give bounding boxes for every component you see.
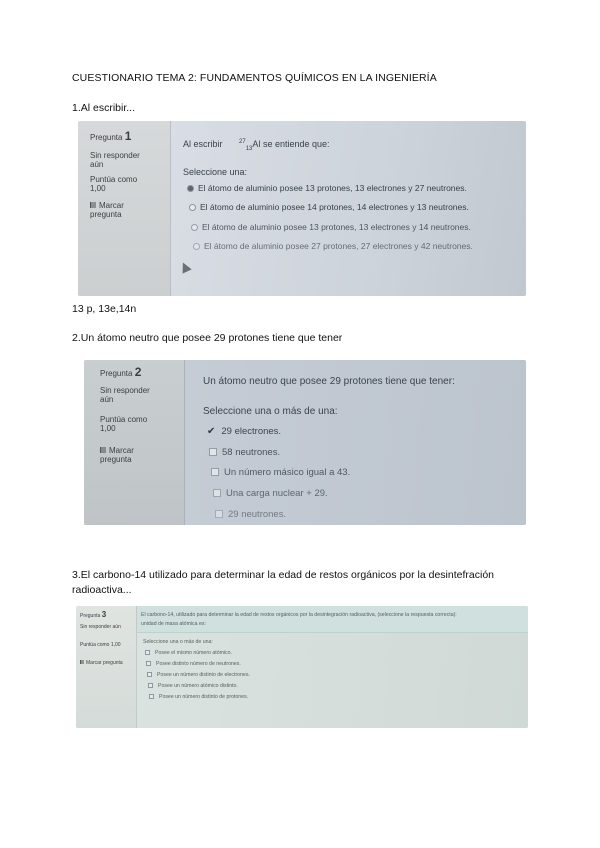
option-3b[interactable]: Posee distinto número de neutrones. — [146, 661, 241, 667]
option-2b[interactable]: 58 neutrones. — [209, 447, 280, 458]
option-1b[interactable]: El átomo de aluminio posee 14 protones, 14 electrones y 13 neutrones. — [189, 202, 469, 212]
option-3c[interactable]: Posee un número distinto de electrones. — [147, 672, 250, 678]
section-1-heading: 1.Al escribir... — [72, 102, 136, 114]
screenshot-question-1 — [78, 121, 526, 296]
question-2-label: Pregunta 2 — [100, 365, 142, 379]
checkbox-icon — [148, 683, 153, 688]
checkbox-icon — [213, 489, 221, 497]
option-1c[interactable]: El átomo de aluminio posee 13 protones, 13 electrones y 14 neutrones. — [191, 222, 471, 232]
option-1d[interactable]: El átomo de aluminio posee 27 protones, 27 electrones y 42 neutrones. — [193, 241, 473, 251]
question-3-flag[interactable]: Marcar pregunta — [80, 660, 124, 666]
question-1-score: Puntúa como 1,00 — [90, 175, 138, 193]
document-title: CUESTIONARIO TEMA 2: FUNDAMENTOS QUÍMICOS EN LA INGENIERÍA — [72, 72, 437, 84]
flag-icon — [80, 660, 84, 664]
question-3-info-panel — [76, 606, 136, 728]
option-3a[interactable]: Posee el mismo número atómico. — [145, 650, 232, 656]
checkbox-icon — [146, 661, 151, 666]
question-3-score: Puntúa como 1,00 — [80, 642, 121, 648]
checkmark-icon: ✔ — [207, 426, 216, 437]
question-2-flag[interactable]: Marcar pregunta — [100, 446, 134, 464]
option-2a[interactable]: ✔ 29 electrones. — [207, 426, 282, 437]
question-3-text-line-2: unidad de masa atómica es: — [141, 621, 206, 627]
question-1-content — [170, 121, 526, 296]
checkbox-icon — [147, 672, 152, 677]
radio-icon — [191, 224, 198, 231]
radio-icon — [193, 243, 200, 250]
option-2c[interactable]: Un número másico igual a 43. — [211, 467, 350, 478]
question-2-status: Sin responder aún — [100, 386, 150, 404]
radio-selected-icon — [187, 185, 194, 192]
section-3-heading: 3.El carbono-14 utilizado para determinar la edad de restos orgánicos por la desintefración radioactiva... — [72, 569, 494, 596]
checkbox-icon — [145, 650, 150, 655]
checkbox-icon — [149, 694, 154, 699]
option-1a[interactable]: El átomo de aluminio posee 13 protones, 13 electrones y 27 neutrones. — [187, 183, 467, 193]
flag-icon — [90, 202, 96, 208]
question-2-content — [184, 360, 526, 525]
screenshot-question-2 — [84, 360, 526, 525]
question-1-text: Al escribir $^{27}_{13}$Al se entiende que: — [183, 139, 330, 152]
question-3-prompt: Seleccione una o más de una: — [143, 639, 213, 645]
question-2-info-panel — [84, 360, 184, 525]
radio-icon — [189, 204, 196, 211]
question-3-text-line-1: El carbono-14, utilizado para determinar la edad de restos orgánicos por la desintegración radioactiva, (seleccione la respuesta correcta): — [141, 612, 457, 618]
question-3-status: Sin responder aún — [80, 624, 121, 630]
question-1-status: Sin responder aún — [90, 151, 140, 169]
checkbox-icon — [209, 448, 217, 456]
question-1-label: Pregunta 1 — [90, 129, 132, 143]
checkbox-icon — [215, 510, 223, 518]
checkbox-icon — [211, 468, 219, 476]
question-1-prompt: Seleccione una: — [183, 167, 248, 177]
option-2d[interactable]: Una carga nuclear + 29. — [213, 488, 328, 499]
section-1-answer: 13 p, 13e,14n — [72, 303, 137, 315]
option-3e[interactable]: Posee un número distinto de protones. — [149, 694, 248, 700]
question-2-prompt: Seleccione una o más de una: — [203, 406, 338, 417]
question-3-content — [136, 606, 528, 728]
question-3-label: Pregunta 3 — [80, 610, 107, 619]
option-2e[interactable]: 29 neutrones. — [215, 509, 286, 520]
screenshot-question-3 — [76, 606, 528, 728]
section-2-heading: 2.Un átomo neutro que posee 29 protones tiene que tener — [72, 332, 343, 344]
flag-icon — [100, 447, 106, 453]
question-3-text-box — [137, 606, 528, 633]
option-3d[interactable]: Posee un número atómico distinto. — [148, 683, 238, 689]
question-2-text: Un átomo neutro que posee 29 protones tiene que tener: — [203, 376, 455, 387]
question-1-flag[interactable]: Marcar pregunta — [90, 201, 124, 219]
question-1-info-panel — [78, 121, 170, 296]
question-2-score: Puntúa como 1,00 — [100, 415, 148, 433]
